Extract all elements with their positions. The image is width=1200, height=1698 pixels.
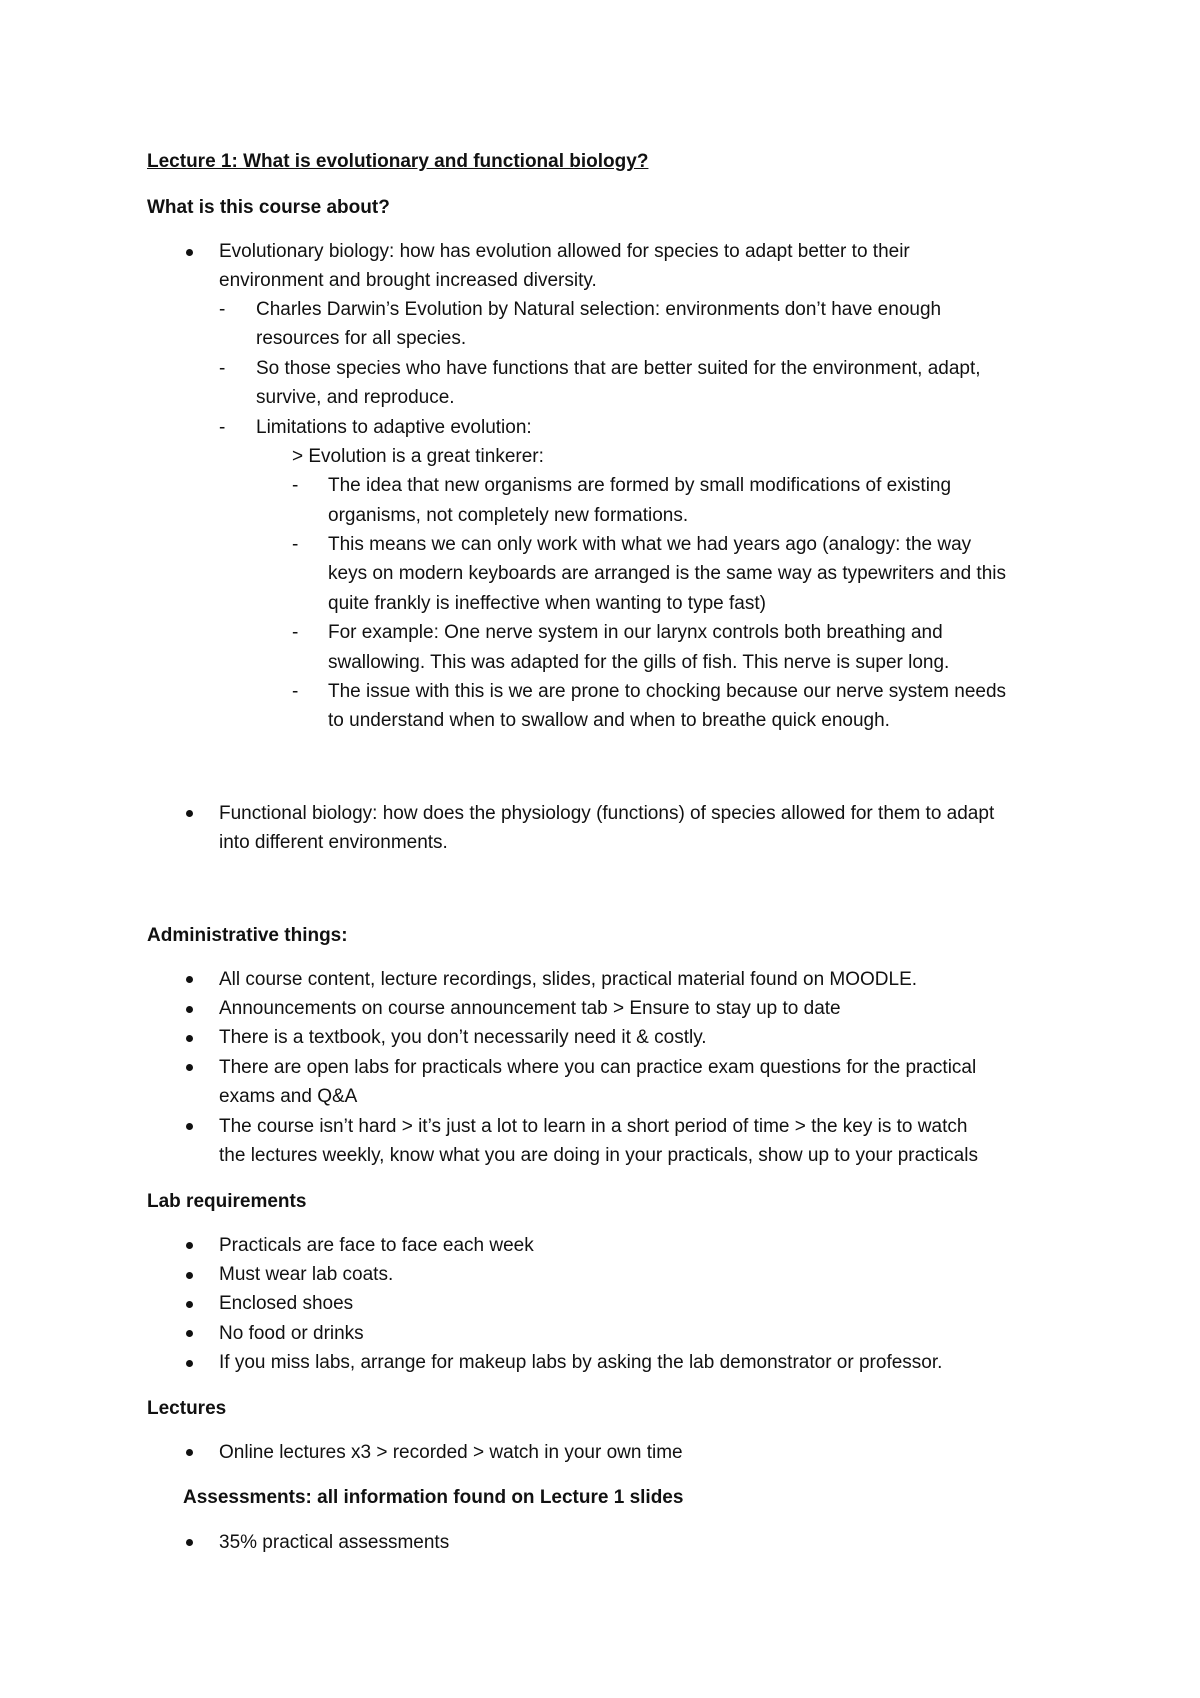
lectures-heading: Lectures	[147, 1398, 227, 1419]
bullet-icon	[186, 1035, 193, 1042]
lab-heading: Lab requirements	[147, 1191, 307, 1212]
lab-item: Must wear lab coats.	[219, 1264, 394, 1285]
idea-line-1: The idea that new organisms are formed by small modifications of existing	[328, 475, 952, 496]
bullet-icon	[186, 976, 193, 983]
functional-line-1: Functional biology: how does the physiology (functions) of species allowed for them to adapt	[219, 803, 995, 824]
bullet-icon	[186, 1539, 193, 1546]
dash-marker: -	[219, 299, 226, 320]
bullet-icon	[186, 1064, 193, 1071]
admin-item-4-line-1: There are open labs for practicals where you can practice exam questions for the practical	[219, 1057, 977, 1078]
bullet-icon	[186, 810, 193, 817]
dash-marker: -	[292, 681, 299, 702]
bullet-icon	[186, 1449, 193, 1456]
lab-item: Practicals are face to face each week	[219, 1235, 534, 1256]
means-line-3: quite frankly is ineffective when wanting to type fast)	[328, 593, 766, 614]
admin-heading: Administrative things:	[147, 925, 348, 946]
bullet-icon	[186, 1123, 193, 1130]
lab-item: Enclosed shoes	[219, 1293, 354, 1314]
dash-marker: -	[292, 534, 299, 555]
assessments-item: 35% practical assessments	[219, 1532, 450, 1553]
suited-line-2: survive, and reproduce.	[256, 387, 455, 408]
bullet-icon	[186, 1330, 193, 1337]
bullet-icon	[186, 1360, 193, 1367]
functional-line-2: into different environments.	[219, 832, 448, 853]
dash-marker: -	[219, 358, 226, 379]
dash-marker: -	[219, 417, 226, 438]
example-line-1: For example: One nerve system in our larynx controls both breathing and	[328, 622, 943, 643]
darwin-line-1: Charles Darwin’s Evolution by Natural selection: environments don’t have enough	[256, 299, 942, 320]
evolutionary-line-1: Evolutionary biology: how has evolution allowed for species to adapt better to their	[219, 241, 910, 262]
course-heading: What is this course about?	[147, 197, 390, 218]
issue-line-1: The issue with this is we are prone to chocking because our nerve system needs	[328, 681, 1007, 702]
bullet-icon	[186, 1242, 193, 1249]
admin-item-5-line-1: The course isn’t hard > it’s just a lot to learn in a short period of time > the key is to watch	[219, 1116, 968, 1137]
admin-item-4-line-2: exams and Q&A	[219, 1086, 358, 1107]
tinkerer-line: > Evolution is a great tinkerer:	[292, 446, 544, 467]
lab-item: No food or drinks	[219, 1323, 364, 1344]
means-line-2: keys on modern keyboards are arranged is the same way as typewriters and this	[328, 563, 1006, 584]
lectures-item: Online lectures x3 > recorded > watch in your own time	[219, 1442, 683, 1463]
evolutionary-line-2: environment and brought increased diversity.	[219, 270, 597, 291]
example-line-2: swallowing. This was adapted for the gills of fish. This nerve is super long.	[328, 652, 950, 673]
limitations-line: Limitations to adaptive evolution:	[256, 417, 532, 438]
issue-line-2: to understand when to swallow and when to breathe quick enough.	[328, 710, 890, 731]
lecture-title: Lecture 1: What is evolutionary and functional biology?	[147, 151, 649, 172]
admin-item-2: Announcements on course announcement tab > Ensure to stay up to date	[219, 998, 841, 1019]
idea-line-2: organisms, not completely new formations.	[328, 505, 689, 526]
bullet-icon	[186, 1006, 193, 1013]
admin-item-1: All course content, lecture recordings, slides, practical material found on MOODLE.	[219, 969, 918, 990]
suited-line-1: So those species who have functions that are better suited for the environment, adapt,	[256, 358, 981, 379]
bullet-icon	[186, 249, 193, 256]
bullet-icon	[186, 1301, 193, 1308]
darwin-line-2: resources for all species.	[256, 328, 467, 349]
dash-marker: -	[292, 475, 299, 496]
admin-item-3: There is a textbook, you don’t necessarily need it & costly.	[219, 1027, 707, 1048]
admin-item-5-line-2: the lectures weekly, know what you are doing in your practicals, show up to your practicals	[219, 1145, 978, 1166]
lab-item: If you miss labs, arrange for makeup labs by asking the lab demonstrator or professor.	[219, 1352, 943, 1373]
assessments-heading: Assessments: all information found on Lecture 1 slides	[183, 1487, 684, 1508]
dash-marker: -	[292, 622, 299, 643]
bullet-icon	[186, 1272, 193, 1279]
means-line-1: This means we can only work with what we had years ago (analogy: the way	[328, 534, 972, 555]
